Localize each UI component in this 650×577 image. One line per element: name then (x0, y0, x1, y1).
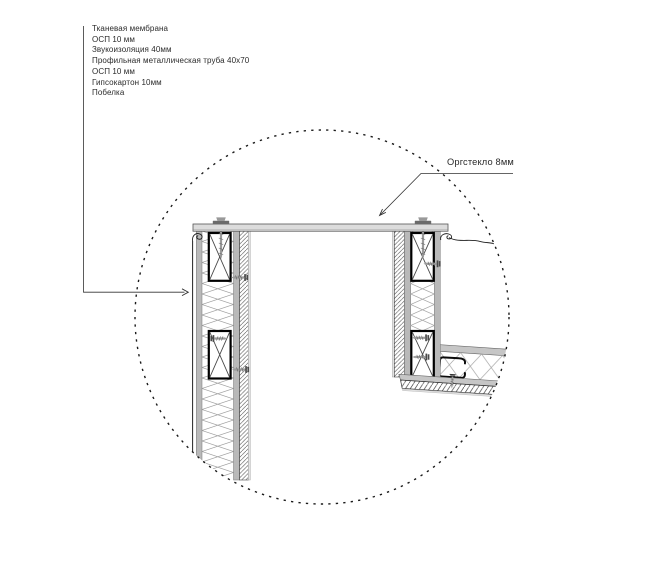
material-list-item: Побелка (92, 88, 125, 98)
fabric-membrane (449, 238, 494, 244)
gypsum-layer (240, 231, 249, 480)
osb-layer (234, 231, 240, 480)
acrylic-label: Оргстекло 8мм (447, 157, 514, 167)
metal-tube-box (209, 233, 231, 281)
top-plate-acrylic (193, 217, 448, 231)
membrane-curl-icon (441, 234, 452, 240)
osb-layer (434, 231, 440, 377)
osb-layer (405, 231, 411, 377)
osb-layer (196, 231, 202, 480)
gypsum-layer (394, 231, 404, 377)
material-list-item: Тканевая мембрана (92, 24, 169, 33)
material-list-item: Профильная металлическая труба 40x70 (92, 56, 250, 66)
acrylic-leader-line (380, 174, 513, 216)
detail-boundary-circle (135, 130, 509, 504)
screw-icon (415, 217, 431, 224)
material-list-item: ОСП 10 мм (92, 66, 135, 76)
whitewash-layer (248, 231, 250, 480)
ceiling-upper (438, 345, 509, 382)
materials-leader-line (84, 26, 189, 296)
material-list-item: Гипсокартон 10мм (92, 77, 162, 87)
material-list-item: ОСП 10 мм (92, 34, 135, 44)
material-list-item: Звукоизоляция 40мм (92, 45, 172, 55)
left-wall-section (193, 226, 251, 480)
screw-icon (213, 217, 229, 224)
